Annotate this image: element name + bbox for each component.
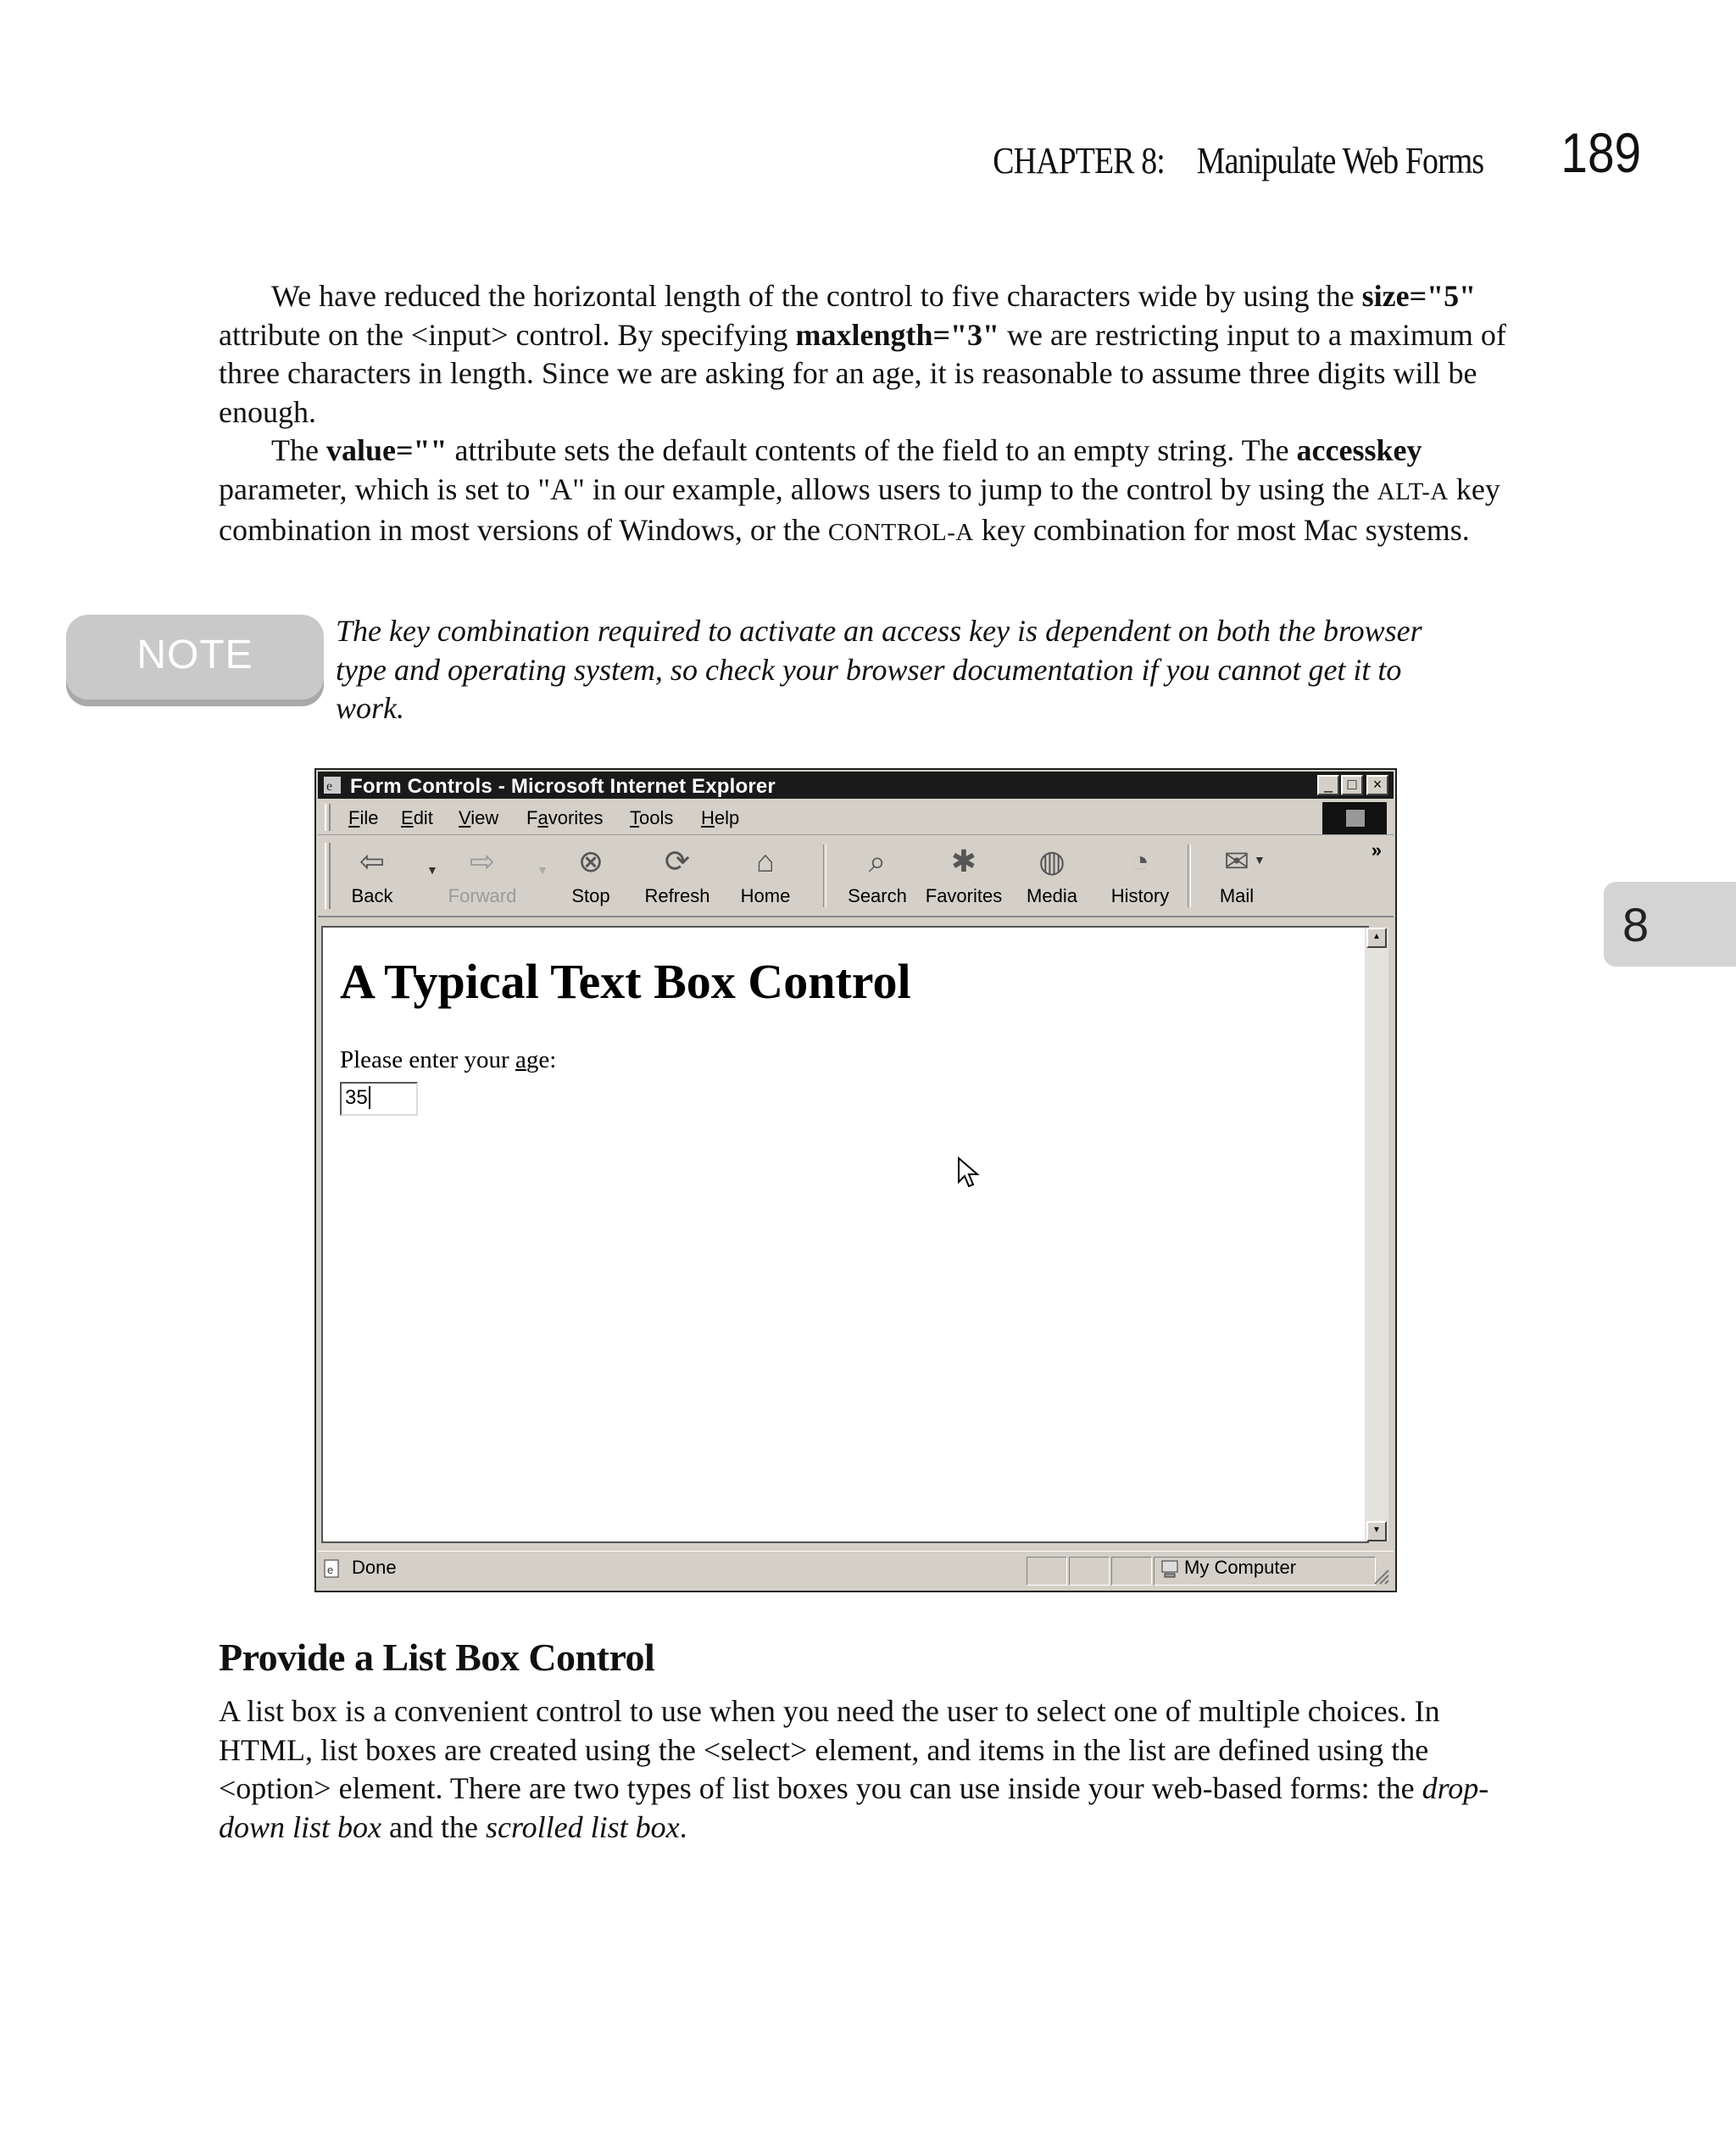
search-button[interactable] bbox=[835, 841, 920, 911]
back-arrow-icon: ⇦ bbox=[359, 844, 386, 878]
home-button[interactable] bbox=[723, 841, 808, 911]
note-badge bbox=[66, 615, 324, 706]
text-run: . bbox=[679, 1809, 687, 1844]
history-label: History bbox=[1110, 885, 1170, 906]
media-button[interactable] bbox=[1010, 841, 1094, 911]
text-caret bbox=[369, 1086, 370, 1109]
vertical-scrollbar[interactable] bbox=[1365, 928, 1388, 1541]
back-label: Back bbox=[351, 885, 393, 906]
status-bar bbox=[318, 1551, 1394, 1589]
code-term: maxlength="3" bbox=[795, 317, 999, 352]
page-done-icon bbox=[323, 1558, 342, 1579]
ie-logo-icon bbox=[323, 776, 342, 794]
note-label: NOTE bbox=[136, 633, 253, 677]
forward-dropdown-icon[interactable]: ▼ bbox=[537, 863, 548, 877]
running-header bbox=[0, 120, 1736, 188]
mail-icon: ✉ bbox=[1223, 844, 1250, 878]
stop-button[interactable] bbox=[548, 841, 633, 911]
chapter-name: Manipulate Web Forms bbox=[1196, 140, 1483, 181]
section-heading: Provide a List Box Control bbox=[219, 1636, 655, 1679]
key-combo: CONTROL-A bbox=[827, 519, 974, 546]
menu-favorites[interactable]: Favorites bbox=[526, 807, 604, 828]
text-run: attribute sets the default contents of the field to an empty string. The bbox=[447, 433, 1297, 467]
scroll-down-icon[interactable]: ▼ bbox=[1366, 1521, 1387, 1541]
intro-paragraphs bbox=[219, 277, 1507, 553]
home-icon: ⌂ bbox=[756, 844, 775, 878]
forward-label: Forward bbox=[448, 885, 517, 906]
home-label: Home bbox=[740, 885, 791, 906]
menu-grip[interactable] bbox=[325, 804, 331, 831]
forward-button[interactable] bbox=[440, 841, 525, 911]
browser-window-screenshot bbox=[314, 768, 1397, 1592]
status-panel bbox=[1111, 1557, 1152, 1586]
chapter-tab-number: 8 bbox=[1622, 898, 1650, 951]
emphasis-term: scrolled list box bbox=[485, 1809, 680, 1844]
menu-edit[interactable]: Edit bbox=[401, 807, 433, 828]
toolbar-separator bbox=[1188, 844, 1191, 907]
code-term: size="5" bbox=[1361, 279, 1477, 313]
text-run: attribute on the <input> control. By specifying bbox=[219, 317, 796, 352]
text-run: key combination in most versions of Windows, or the bbox=[219, 471, 1500, 547]
menu-help[interactable]: Help bbox=[701, 807, 740, 828]
menu-bar bbox=[318, 800, 1394, 835]
note-text: The key combination required to activate an access key is dependent on both the browser type and operating system, so check your browser documentation if you cannot get it to work. bbox=[336, 614, 1422, 725]
media-label: Media bbox=[1027, 885, 1077, 906]
mail-dropdown-icon[interactable]: ▼ bbox=[1254, 853, 1266, 867]
age-input[interactable] bbox=[340, 1082, 418, 1116]
text-run: The bbox=[271, 433, 326, 467]
stop-icon: ⊗ bbox=[577, 844, 604, 878]
search-icon: ⌕ bbox=[868, 844, 887, 878]
page-heading: A Typical Text Box Control bbox=[340, 954, 911, 1009]
chapter-number: CHAPTER 8: bbox=[992, 140, 1165, 181]
resize-grip-icon[interactable] bbox=[1372, 1567, 1390, 1586]
svg-text:e: e bbox=[327, 1564, 334, 1576]
favorites-folder-icon: ✱ bbox=[950, 844, 977, 878]
refresh-label: Refresh bbox=[644, 885, 710, 906]
chapter-tab bbox=[1604, 882, 1736, 967]
text-run: parameter, which is set to "A" in our example, allows users to jump to the control by using the bbox=[219, 471, 1377, 506]
status-text: Done bbox=[352, 1557, 397, 1578]
text-run: and the bbox=[381, 1809, 486, 1844]
page-number: 189 bbox=[1561, 121, 1641, 184]
age-field-label: Please enter your age: bbox=[340, 1046, 557, 1073]
minimize-button[interactable]: _ bbox=[1317, 775, 1339, 795]
text-run: we are restricting input to a maximum of three characters in length. Since we are asking for an age, it is reasonable to assume three digits will be enough. bbox=[219, 317, 1506, 429]
toolbar-separator bbox=[823, 844, 826, 907]
text-run: A list box is a convenient control to use when you need the user to select one of multiple choices. In HTML, list boxes are created using the <select> element, and items in the list are defined using the <option> element. There are two types of list boxes you can use inside your web-based forms: the bbox=[219, 1694, 1440, 1805]
back-dropdown-icon[interactable]: ▼ bbox=[426, 863, 438, 877]
mail-label: Mail bbox=[1219, 885, 1255, 906]
refresh-icon: ⟳ bbox=[664, 844, 691, 878]
windows-logo-icon bbox=[1322, 802, 1387, 834]
my-computer-icon bbox=[1160, 1558, 1179, 1579]
security-zone-label: My Computer bbox=[1184, 1557, 1297, 1578]
menu-view[interactable]: View bbox=[459, 807, 499, 828]
chapter-title bbox=[993, 139, 1483, 182]
window-title: Form Controls - Microsoft Internet Explorer bbox=[350, 775, 776, 798]
close-button[interactable]: × bbox=[1366, 775, 1388, 795]
status-panel bbox=[1069, 1557, 1110, 1586]
text-run: key combination for most Mac systems. bbox=[973, 513, 1470, 547]
favorites-label: Favorites bbox=[925, 885, 1003, 906]
history-clock-icon: ◔ bbox=[1131, 844, 1149, 878]
svg-text:e: e bbox=[326, 779, 333, 794]
emphasis-term: drop-down list box bbox=[219, 1771, 1489, 1844]
title-bar bbox=[318, 772, 1394, 799]
media-globe-icon: ◍ bbox=[1038, 844, 1066, 878]
refresh-button[interactable] bbox=[635, 841, 720, 911]
status-panel bbox=[1027, 1557, 1067, 1586]
section-paragraph bbox=[219, 1692, 1507, 1847]
standard-toolbar bbox=[318, 836, 1394, 917]
stop-label: Stop bbox=[571, 885, 610, 906]
paragraph bbox=[219, 432, 1507, 553]
history-button[interactable] bbox=[1098, 841, 1182, 911]
page-content bbox=[321, 926, 1369, 1543]
forward-arrow-icon: ⇨ bbox=[469, 844, 496, 878]
code-term: value="" bbox=[326, 433, 448, 467]
paragraph bbox=[219, 277, 1507, 432]
menu-file[interactable]: File bbox=[348, 807, 379, 828]
toolbar-overflow-icon[interactable]: » bbox=[1371, 839, 1382, 861]
maximize-button[interactable]: □ bbox=[1341, 775, 1363, 795]
favorites-button[interactable] bbox=[921, 841, 1006, 911]
code-term: accesskey bbox=[1296, 433, 1422, 467]
back-button[interactable] bbox=[330, 841, 415, 911]
mouse-cursor-icon bbox=[957, 1157, 982, 1190]
search-label: Search bbox=[848, 885, 907, 906]
mail-button[interactable] bbox=[1194, 841, 1279, 911]
text-run: We have reduced the horizontal length of the control to five characters wide by using the bbox=[271, 279, 1362, 313]
paragraph bbox=[219, 1692, 1507, 1847]
menu-tools[interactable]: Tools bbox=[630, 807, 674, 828]
scroll-up-icon[interactable]: ▲ bbox=[1366, 928, 1387, 948]
age-input-value: 35 bbox=[345, 1086, 368, 1109]
key-combo: ALT-A bbox=[1377, 477, 1449, 505]
